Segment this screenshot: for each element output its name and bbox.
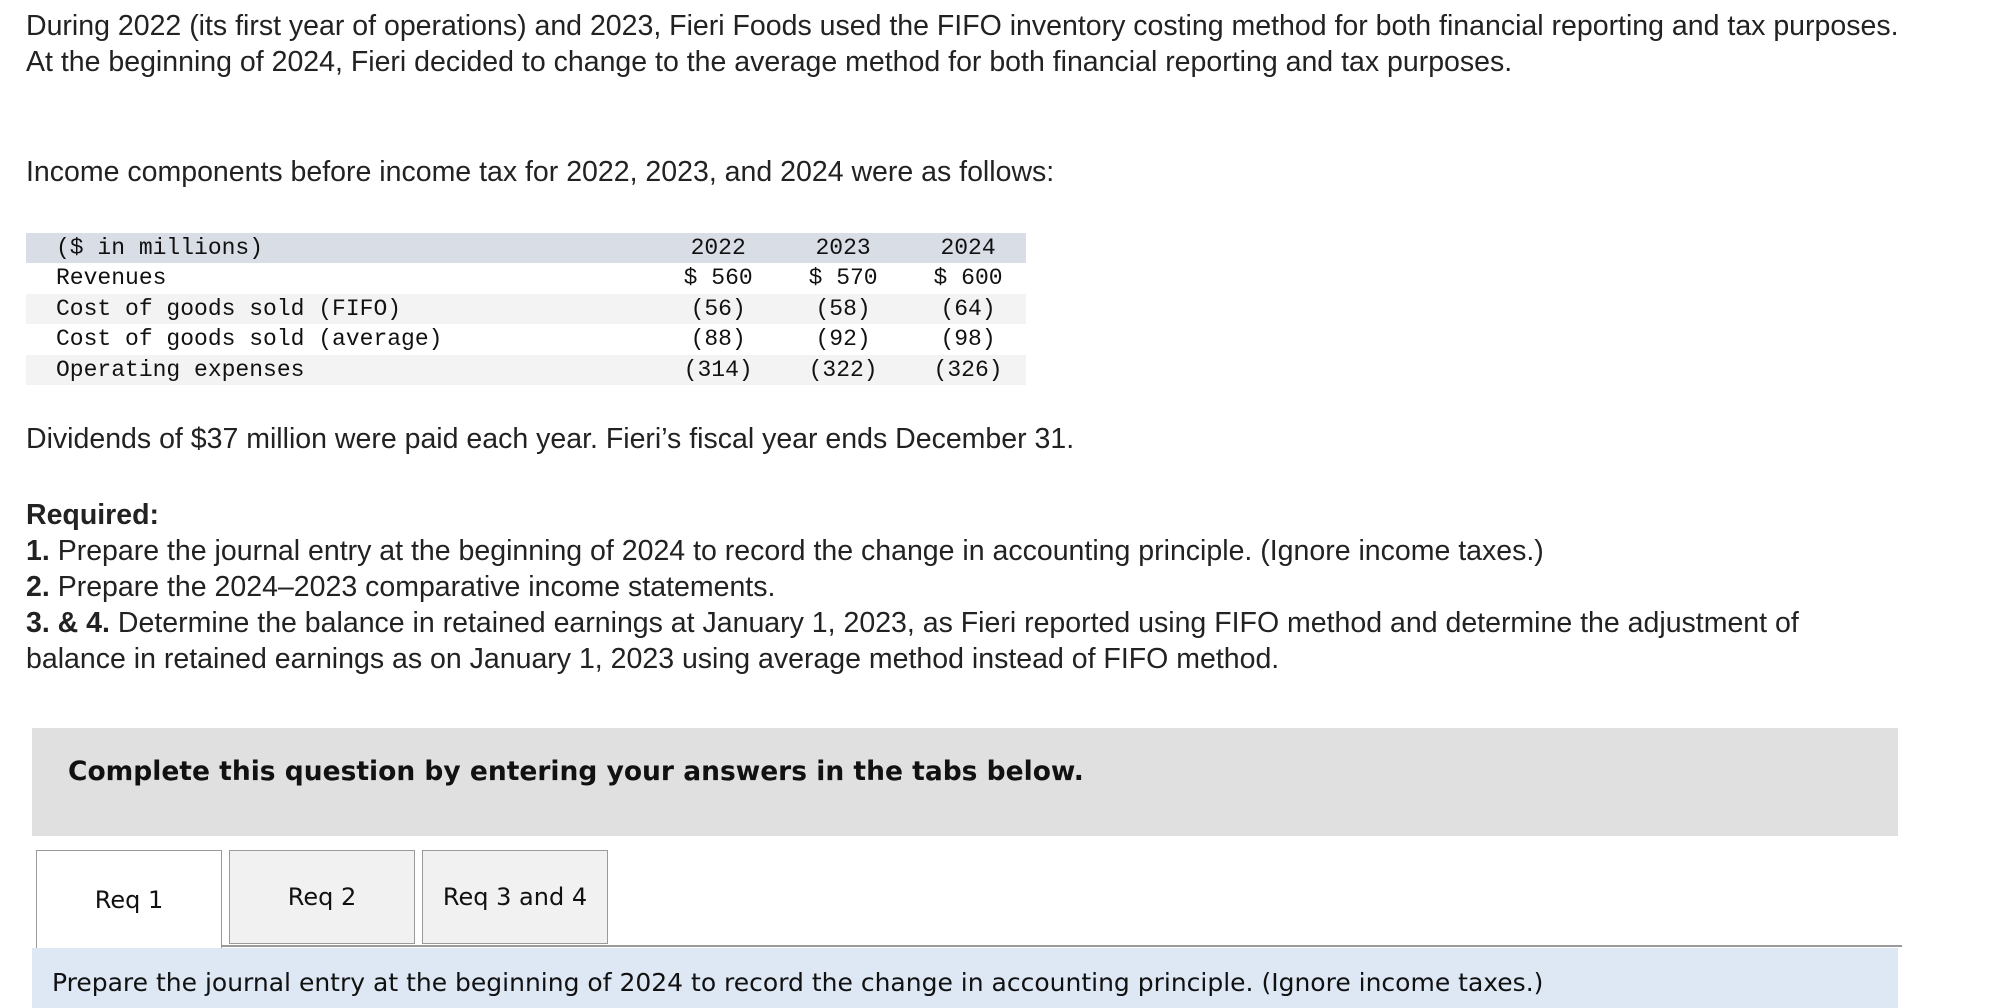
income-components-intro: Income components before income tax for 2022, 2023, and 2024 were as follows: xyxy=(26,156,1055,188)
header-units-label: ($ in millions) xyxy=(56,234,264,261)
cell-2022: (56) xyxy=(690,295,746,322)
table-row-revenues xyxy=(26,263,1026,294)
required-item-2 xyxy=(26,569,1906,605)
cell-2024: (98) xyxy=(940,326,996,352)
cell-2023: $ 570 xyxy=(808,265,878,291)
dividends-paragraph: Dividends of $37 million were paid each year. Fieri’s fiscal year ends December 31. xyxy=(26,423,1075,455)
table-row-cogs-fifo xyxy=(26,294,1026,325)
answer-prompt-bar xyxy=(32,948,1898,1008)
cell-2024: $ 600 xyxy=(933,265,1003,291)
required-item-1 xyxy=(26,533,1906,569)
tab-req-2[interactable]: Req 2 xyxy=(229,850,415,944)
cell-2023: (58) xyxy=(815,295,871,322)
cell-2022: (314) xyxy=(683,356,753,383)
item-number: 2. xyxy=(26,571,50,603)
item-text: Determine the balance in retained earnings at January 1, 2023, as Fieri reported using FIFO method and determine the adjustment of balance in retained earnings as on January 1, 2023 using average method instead of FIFO method. xyxy=(26,607,1799,675)
answer-prompt-text: Prepare the journal entry at the beginning of 2024 to record the change in accounting principle. (Ignore income taxes.) xyxy=(52,968,1544,997)
tab-req-1[interactable]: Req 1 xyxy=(36,850,222,948)
row-label: Revenues xyxy=(56,265,167,291)
item-number: 3. & 4. xyxy=(26,607,110,639)
required-heading: Required: xyxy=(26,499,160,531)
intro-paragraph: During 2022 (its first year of operations) and 2023, Fieri Foods used the FIFO inventory costing method for both financial reporting and tax purposes. At the beginning of 2024, Fieri decided to change to the average method for both financial reporting and tax purposes. xyxy=(26,10,1899,78)
cell-2024: (326) xyxy=(933,356,1003,383)
item-text: Prepare the 2024–2023 comparative income statements. xyxy=(49,571,776,603)
tab-req-3-and-4[interactable]: Req 3 and 4 xyxy=(422,850,608,944)
table-header-row xyxy=(26,233,1026,263)
cell-2022: $ 560 xyxy=(683,265,753,291)
table-row-operating-expenses xyxy=(26,355,1026,386)
cell-2022: (88) xyxy=(690,326,746,352)
row-label: Cost of goods sold (average) xyxy=(56,326,443,352)
cell-2024: (64) xyxy=(940,295,996,322)
income-components-table xyxy=(26,233,1026,385)
item-text: Prepare the journal entry at the beginning of 2024 to record the change in accounting principle. (Ignore income taxes.) xyxy=(49,535,1544,567)
row-label: Cost of goods sold (FIFO) xyxy=(56,295,402,322)
header-year-2024: 2024 xyxy=(940,234,996,261)
row-label: Operating expenses xyxy=(56,356,305,383)
instructions-box xyxy=(32,728,1898,836)
required-item-3-4 xyxy=(26,605,1906,677)
item-number: 1. xyxy=(26,535,50,567)
tab-divider xyxy=(222,945,1902,947)
header-year-2023: 2023 xyxy=(815,234,871,261)
instructions-text: Complete this question by entering your answers in the tabs below. xyxy=(68,756,1084,787)
cell-2023: (322) xyxy=(808,356,878,383)
cell-2023: (92) xyxy=(815,326,871,352)
table-row-cogs-average xyxy=(26,324,1026,355)
required-section xyxy=(26,497,1906,677)
header-year-2022: 2022 xyxy=(690,234,746,261)
